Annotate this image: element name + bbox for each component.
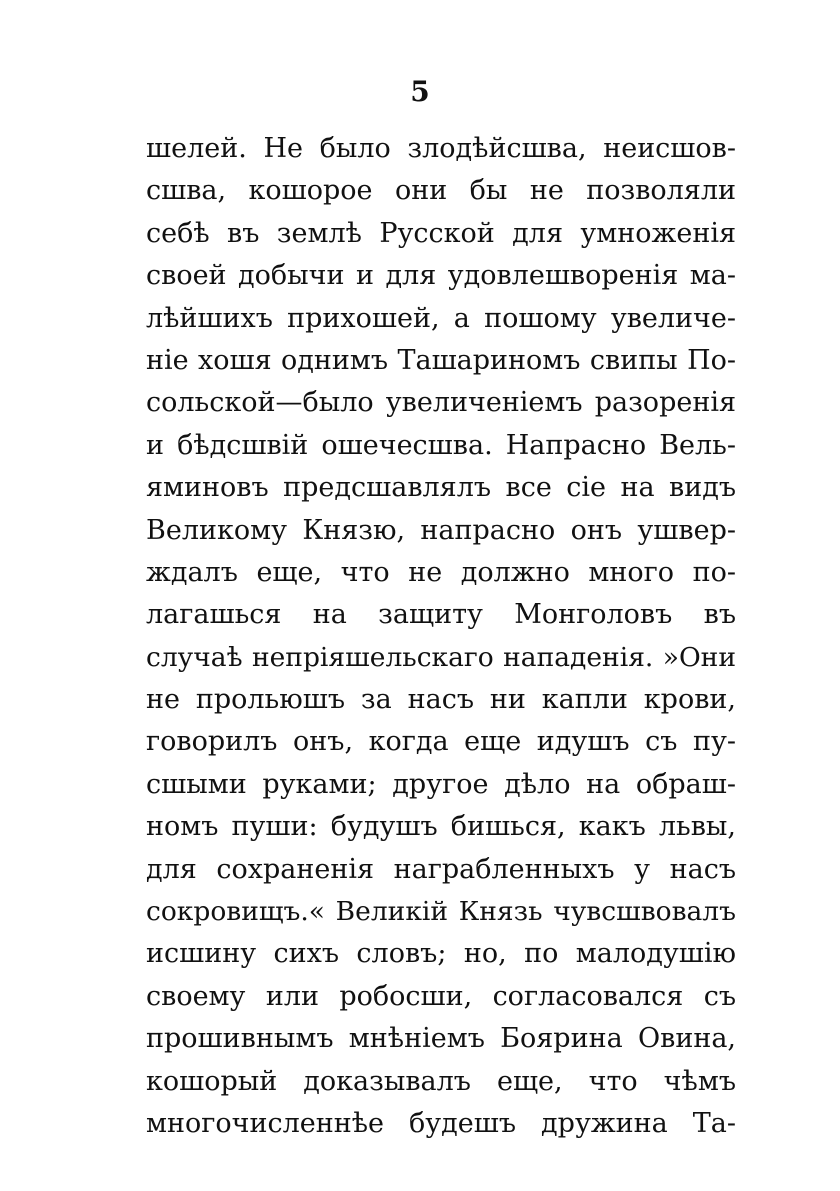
text-line: лагашься на защиту Монголовъ въ <box>146 599 736 631</box>
text-line: ждалъ еще, что не должно много по- <box>146 556 736 588</box>
text-line: не прольюшъ за насъ ни капли крови, <box>146 684 736 716</box>
text-line: Великому Князю, напрасно онъ ушвер- <box>146 514 736 546</box>
text-line: лѣйшихъ прихошей, а пошому увеличе- <box>146 302 736 334</box>
page-number: 5 <box>410 75 430 108</box>
text-line: своему или робосши, согласовался съ <box>146 980 736 1012</box>
text-line: себѣ въ землѣ Русской для умноженія <box>146 217 736 249</box>
text-line: сольской—было увеличеніемъ разоренія <box>146 387 736 419</box>
body-text <box>146 128 736 1145</box>
text-line: сшыми руками; другое дѣло на обраш- <box>146 768 736 800</box>
text-line: прошивнымъ мнѣніемъ Боярина Овина, <box>146 1023 736 1055</box>
text-line: исшину сихъ словъ; но, по малодушію <box>146 938 736 970</box>
text-line: номъ пуши: будушъ бишься, какъ львы, <box>146 811 736 843</box>
text-line: и бѣдсшвій ошечесшва. Напрасно Вель- <box>146 429 736 461</box>
text-line: ніе хошя однимъ Ташариномъ свипы По- <box>146 344 736 376</box>
text-line: кошорый доказывалъ еще, что чѣмъ <box>146 1065 736 1097</box>
text-line: случаѣ непріяшельскаго нападенія. »Они <box>146 641 736 673</box>
text-line: сокровищъ.« Великій Князь чувсшвовалъ <box>146 896 736 928</box>
text-line: яминовъ предсшавлялъ все сіе на видъ <box>146 472 736 504</box>
text-line: для сохраненія награбленныхъ у насъ <box>146 853 736 885</box>
text-line: шелей. Не было злодѣйсшва, неисшов- <box>146 133 736 164</box>
text-line: многочисленнѣе будешъ дружина Та- <box>146 1107 736 1139</box>
text-line: сшва, кошорое они бы не позволяли <box>146 175 736 207</box>
text-line: говорилъ онъ, когда еще идушъ съ пу- <box>146 726 736 758</box>
text-line: своей добычи и для удовлешворенія ма- <box>146 260 736 292</box>
